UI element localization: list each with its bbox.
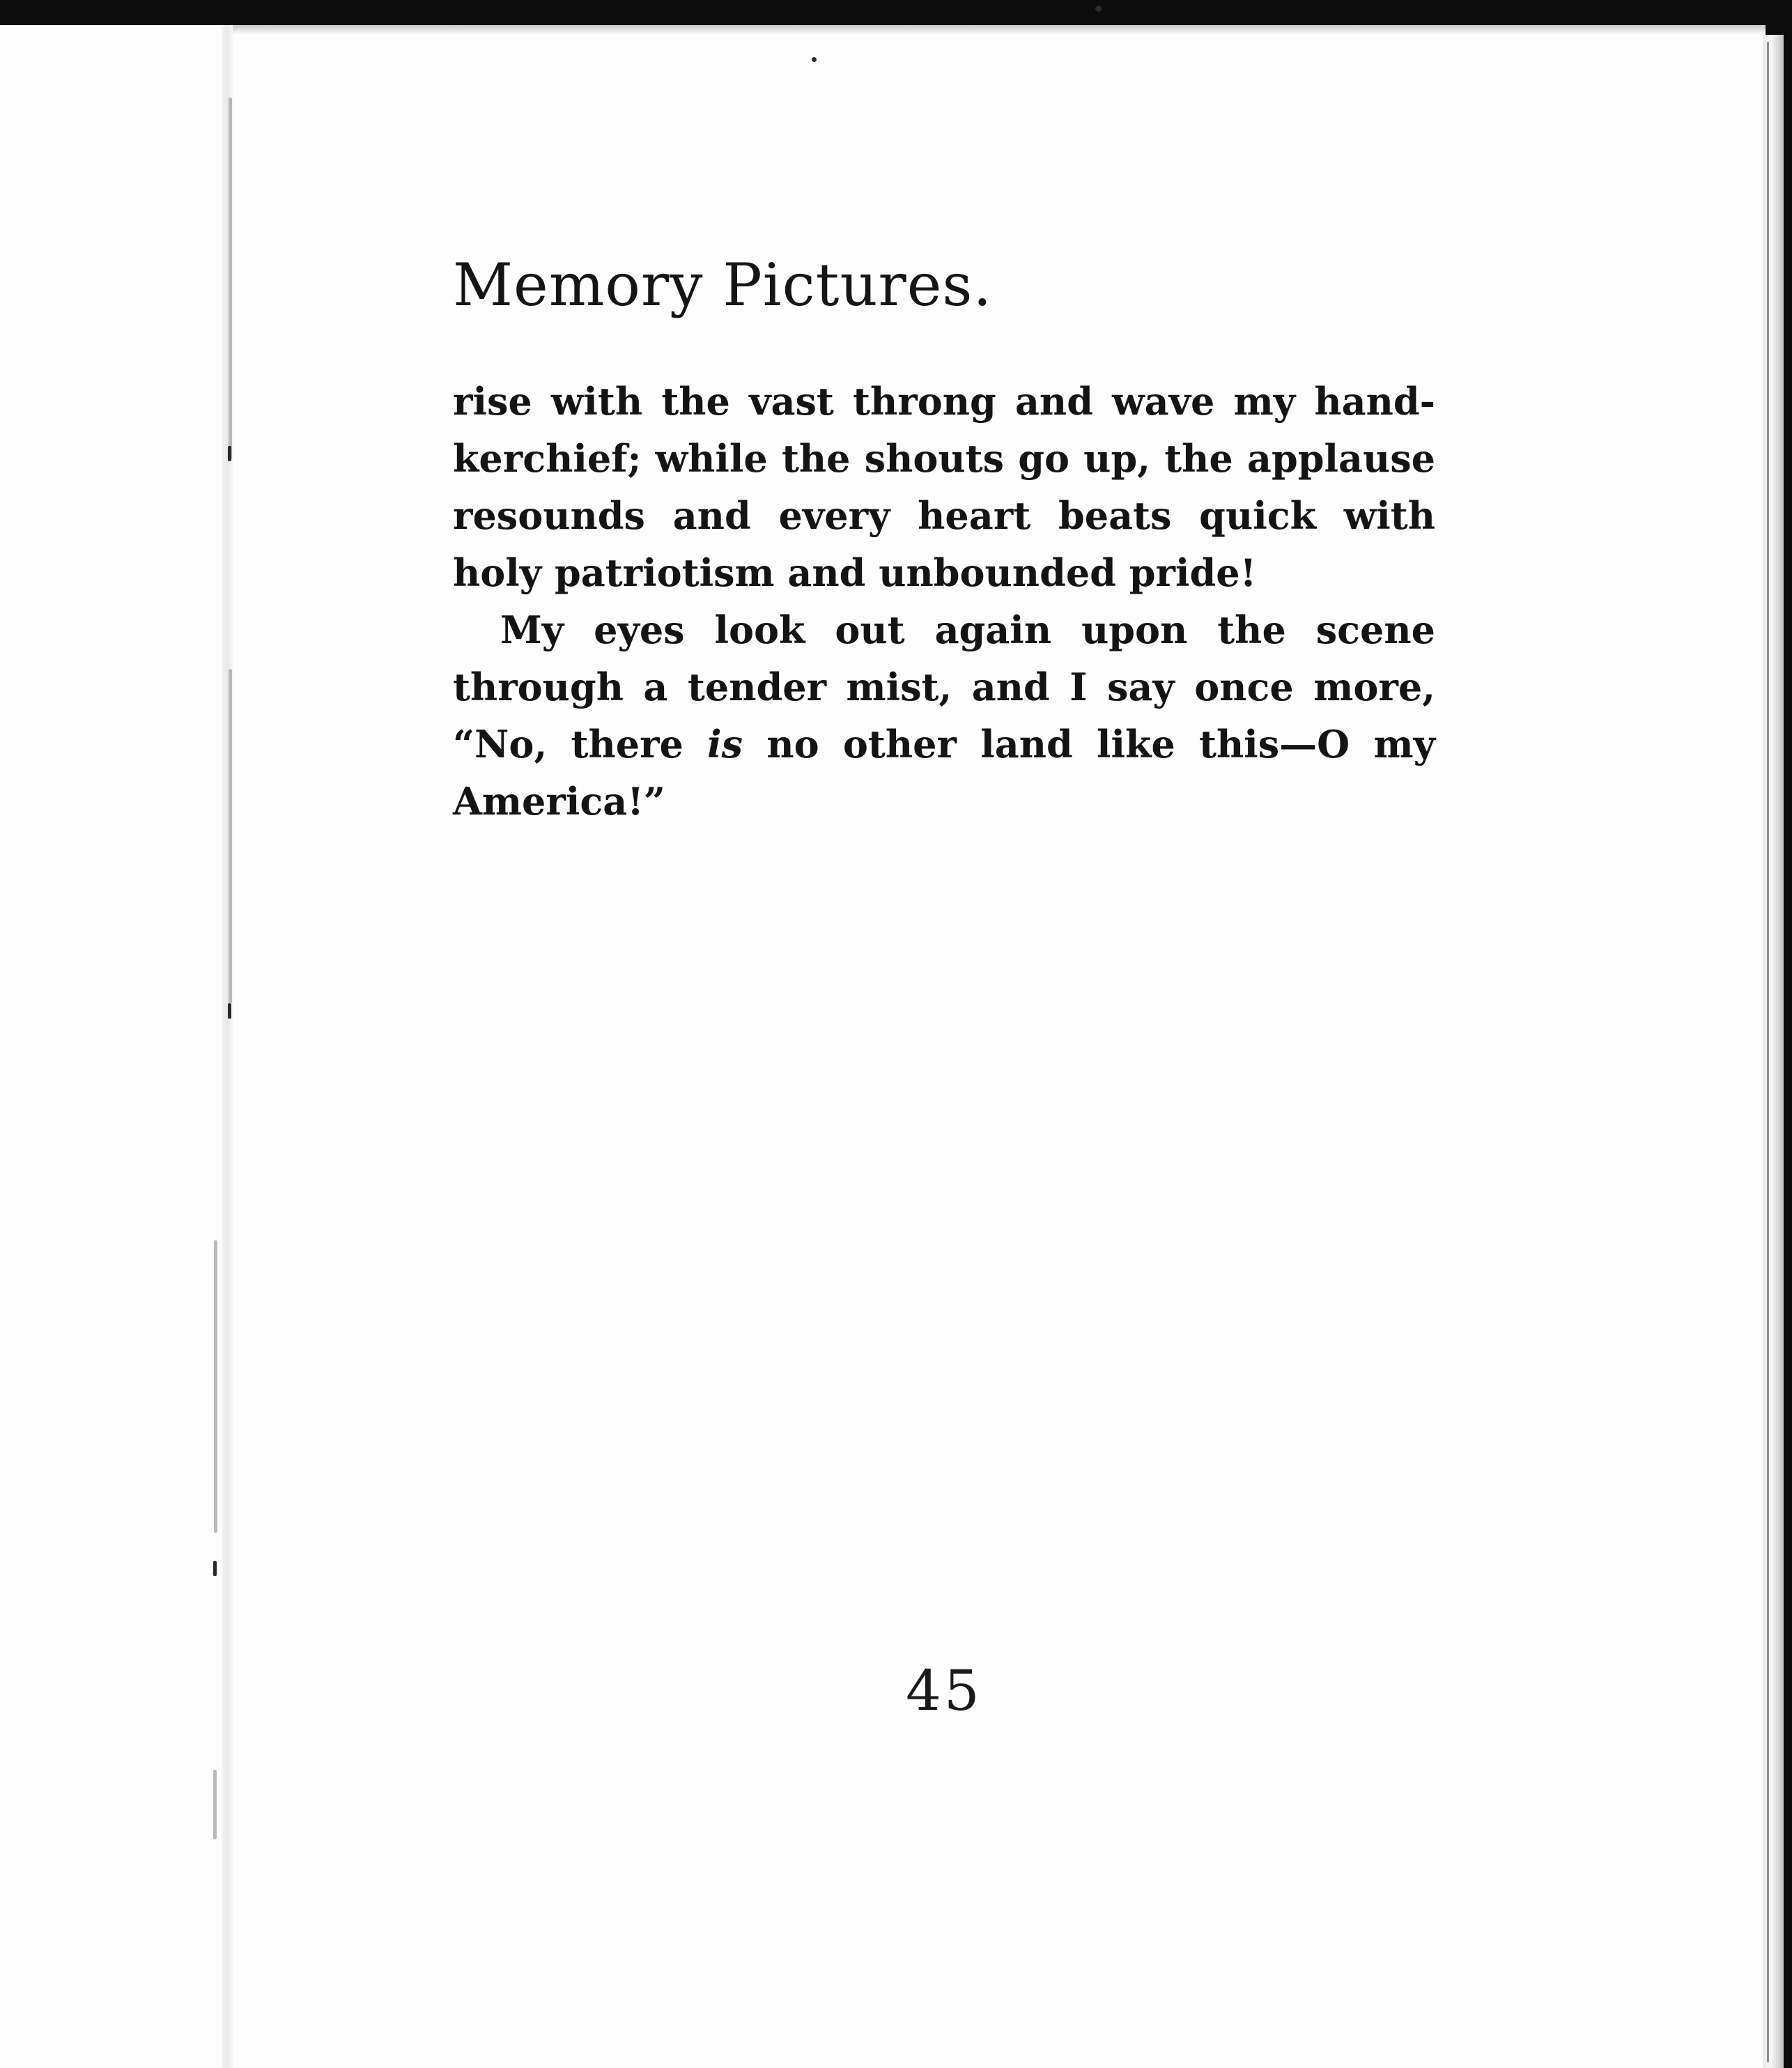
paragraph-text: My eyes look out again upon the scene through a tender mist, and I say once more, “No, there	[453, 608, 1435, 766]
binding-stitch	[229, 669, 232, 1003]
paragraph-text: no other land like this—O my America!”	[453, 722, 1435, 824]
book-page	[0, 25, 1766, 2068]
page-number: 45	[906, 1658, 982, 1723]
binding-stitch	[213, 1770, 217, 1839]
scan-speck	[812, 57, 817, 62]
page-top-shadow	[230, 25, 1766, 35]
binding-stitch-mark	[228, 446, 231, 461]
paragraph	[453, 601, 1435, 830]
running-head: Memory Pictures.	[453, 251, 993, 319]
paragraph: rise with the vast throng and wave my hand-kerchief; while the shouts go up, the applause resounds and every heart beats quick with holy patriotism and unbounded pride!	[453, 379, 1435, 595]
binding-stitch-mark	[228, 1003, 231, 1019]
binding-stitch	[229, 98, 232, 460]
page-edge-line	[1767, 42, 1769, 2062]
emphasis: is	[707, 722, 743, 766]
binding-stitch	[214, 1240, 217, 1533]
body-text	[453, 373, 1435, 830]
page-edge	[1763, 35, 1784, 2068]
binding-stitch-mark	[213, 1561, 217, 1576]
scan-speck	[1095, 6, 1102, 12]
